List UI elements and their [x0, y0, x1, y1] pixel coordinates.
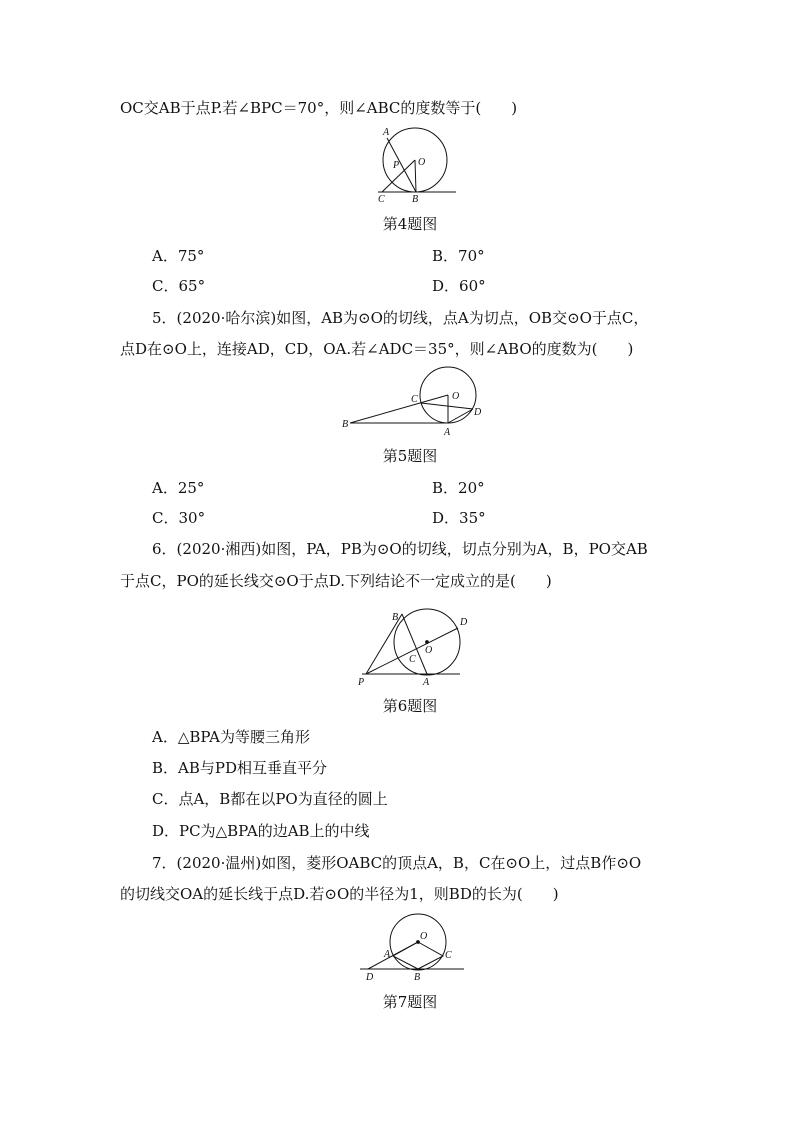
q6-option-c: C．点A，B都在以PO为直径的圆上	[152, 790, 388, 808]
q7-figure-caption: 第7题图	[382, 993, 438, 1011]
q4-option-a: A．75°	[152, 247, 205, 265]
q5-option-b: B．20°	[432, 479, 485, 497]
q7-label-B: B	[414, 972, 421, 983]
q5-stem-line2: 点D在⊙O上，连接AD，CD，OA.若∠ADC＝35°，则∠ABO的度数为( )	[120, 340, 634, 358]
q5-stem-line1: 5．(2020·哈尔滨)如图，AB为⊙O的切线，点A为切点，OB交⊙O于点C，	[152, 309, 649, 327]
q4-option-b: B．70°	[432, 247, 485, 265]
q4-figure	[370, 122, 460, 206]
q4-stem-line1: OC交AB于点P.若∠BPC＝70°，则∠ABC的度数等于( )	[120, 99, 518, 117]
q4-label-P: P	[393, 160, 400, 171]
q6-label-B: B	[392, 612, 399, 623]
q5-segment-CD	[421, 403, 473, 409]
q5-figure	[340, 364, 490, 440]
q6-figure-caption: 第6题图	[382, 697, 438, 715]
q4-segment-OB	[415, 160, 416, 192]
q5-label-A: A	[444, 427, 451, 438]
q4-segment-AB	[387, 138, 416, 192]
q4-option-d: D．60°	[432, 277, 486, 295]
q6-label-A: A	[423, 677, 430, 688]
q5-segment-AD	[448, 409, 473, 423]
q5-label-B: B	[342, 419, 349, 430]
q7-label-O: O	[420, 931, 428, 942]
q4-figure-caption: 第4题图	[382, 215, 438, 233]
q7-stem-line2: 的切线交OA的延长线于点D.若⊙O的半径为1，则BD的长为( )	[120, 885, 559, 903]
q6-stem-line2: 于点C，PO的延长线交⊙O于点D.下列结论不一定成立的是( )	[120, 572, 552, 590]
q5-label-D: D	[474, 407, 482, 418]
q4-label-A: A	[383, 127, 390, 138]
q6-option-b: B．AB与PD相互垂直平分	[152, 759, 327, 777]
q7-figure	[356, 912, 468, 984]
q6-label-O: O	[425, 645, 433, 656]
q6-center-dot	[426, 641, 429, 644]
q5-label-C: C	[411, 394, 418, 405]
q7-label-D: D	[366, 972, 374, 983]
q5-option-c: C．30°	[152, 509, 206, 527]
q7-label-C: C	[445, 950, 452, 961]
q6-label-C: C	[409, 654, 416, 665]
q4-label-O: O	[418, 157, 426, 168]
q4-label-B: B	[412, 194, 419, 205]
q7-center-dot	[417, 941, 420, 944]
q7-stem-line1: 7．(2020·温州)如图，菱形OABC的顶点A，B，C在⊙O上，过点B作⊙O	[152, 854, 642, 872]
q6-label-D: D	[460, 617, 468, 628]
q4-option-c: C．65°	[152, 277, 206, 295]
q6-segment-AB	[402, 614, 427, 674]
q6-figure	[352, 600, 472, 692]
q5-figure-caption: 第5题图	[382, 447, 438, 465]
q6-stem-line1: 6．(2020·湘西)如图，PA，PB为⊙O的切线，切点分别为A，B，PO交AB	[152, 540, 648, 558]
q6-option-d: D．PC为△BPA的边AB上的中线	[152, 822, 370, 840]
q6-option-a: A．△BPA为等腰三角形	[152, 728, 310, 746]
q7-rhombus	[393, 942, 443, 969]
q7-label-A: A	[384, 949, 391, 960]
q4-label-C: C	[378, 194, 385, 205]
q5-label-O: O	[452, 391, 460, 402]
q5-option-a: A．25°	[152, 479, 205, 497]
q5-option-d: D．35°	[432, 509, 486, 527]
q6-label-P: P	[358, 677, 365, 688]
